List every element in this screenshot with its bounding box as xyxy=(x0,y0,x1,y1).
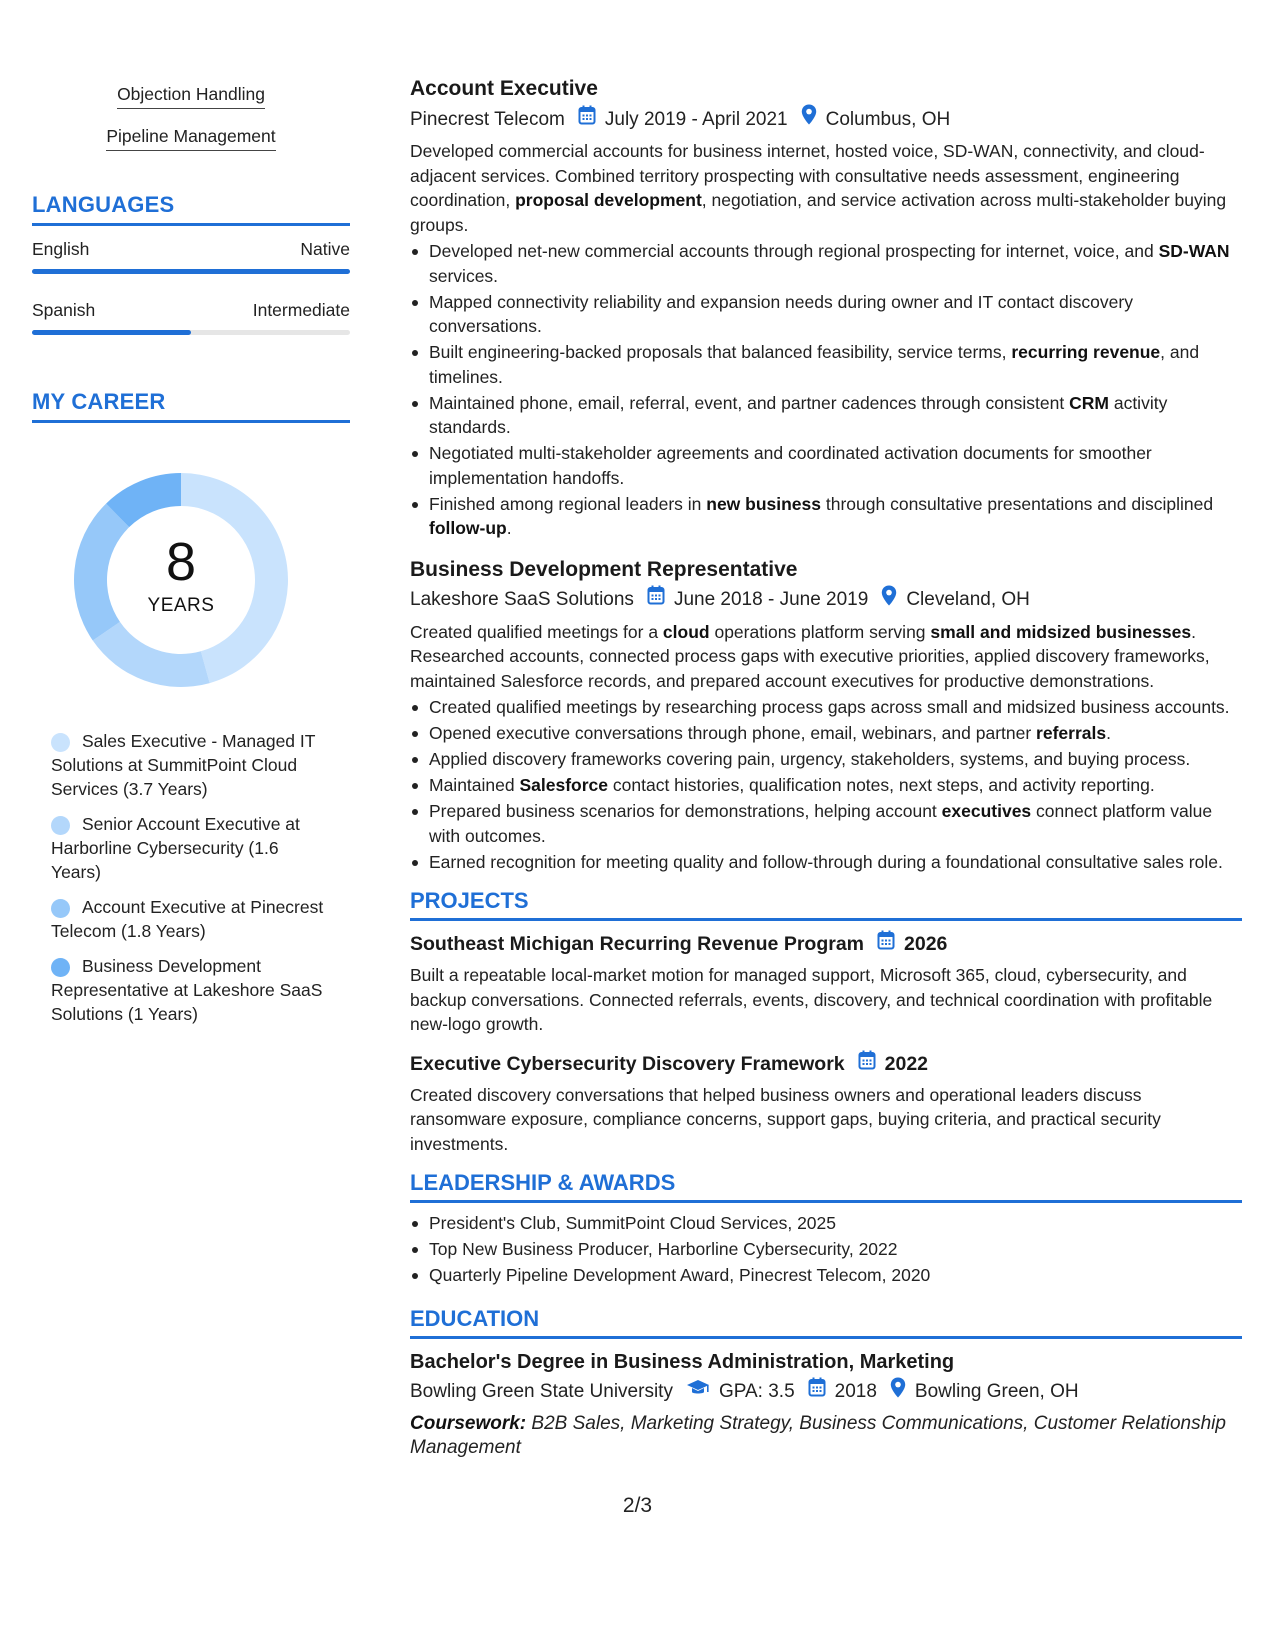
map-pin-icon xyxy=(881,585,897,616)
bold-text: follow-up xyxy=(429,518,507,538)
text-run: contact histories, qualification notes, next steps, and activity reporting. xyxy=(608,775,1155,795)
job-bullet xyxy=(410,799,1242,848)
text-run: Maintained xyxy=(429,775,520,795)
education-entry xyxy=(410,1347,1242,1460)
map-pin-icon xyxy=(890,1377,906,1408)
project-description: Created discovery conversations that helped business owners and operational leaders discuss ransomware exposure, compliance concerns, support gaps, buying criteria, and practical security investments. xyxy=(410,1084,1161,1154)
text-run: Maintained phone, email, referral, event, and partner cadences through consistent xyxy=(429,392,1070,413)
project-title-row xyxy=(410,929,1242,959)
text-run: Applied discovery frameworks covering pain, urgency, stakeholders, systems, and buying process. xyxy=(429,749,1191,769)
job-bullet xyxy=(410,239,1242,288)
company-name: Pinecrest Telecom xyxy=(410,108,565,130)
bold-text: recurring revenue xyxy=(1011,342,1161,362)
award-item: Top New Business Producer, Harborline Cybersecurity, 2022 xyxy=(410,1237,1242,1262)
job-title: Account Executive xyxy=(410,77,598,100)
languages-section xyxy=(32,192,350,335)
project-entry xyxy=(410,929,1242,1037)
career-legend xyxy=(32,729,350,1026)
text-run: Mapped connectivity reliability and expansion needs during owner and IT contact discovery conversations. xyxy=(429,291,1133,336)
job-bullets xyxy=(410,239,1242,541)
award-item: President's Club, SummitPoint Cloud Services, 2025 xyxy=(410,1211,1242,1236)
text-run: . xyxy=(1106,723,1111,743)
awards-list xyxy=(410,1211,1242,1288)
school-name: Bowling Green State University xyxy=(410,1381,673,1402)
job-bullet xyxy=(410,441,1242,490)
career-legend-dot xyxy=(51,816,70,835)
job-bullet xyxy=(410,340,1242,389)
bold-text: CRM xyxy=(1069,392,1109,413)
school-location: Bowling Green, OH xyxy=(914,1381,1079,1402)
calendar-icon xyxy=(877,929,895,959)
text-run: through consultative presentations and disciplined xyxy=(821,493,1214,514)
gpa: GPA: 3.5 xyxy=(718,1381,795,1402)
language-name: Spanish xyxy=(32,300,96,320)
project-title-row xyxy=(410,1049,1242,1079)
skill-item: Objection Handling xyxy=(117,84,265,109)
project-title: Southeast Michigan Recurring Revenue Program xyxy=(410,933,865,955)
education-meta xyxy=(410,1377,1242,1408)
project-entry xyxy=(410,1049,1242,1157)
project-description: Built a repeatable local-market motion for managed support, Microsoft 365, cloud, cybersecurity, and backup conversations. Connected referrals, events, discovery, and technical coordination with profitable new-logo growth. xyxy=(410,965,1213,1034)
career-legend-label: Sales Executive - Managed IT Solutions at SummitPoint Cloud Services (3.7 Years) xyxy=(51,731,316,799)
job-bullet xyxy=(410,850,1242,875)
awards-heading: LEADERSHIP & AWARDS xyxy=(410,1170,1242,1203)
job-bullet xyxy=(410,747,1242,772)
bold-text: referrals xyxy=(1036,723,1107,743)
text-run: Developed net-new commercial accounts through regional prospecting for internet, voice, and xyxy=(429,241,1159,261)
career-legend-label: Senior Account Executive at Harborline Cybersecurity (1.6 Years) xyxy=(51,814,300,882)
career-legend-item xyxy=(51,895,350,943)
bold-text: Salesforce xyxy=(519,775,609,795)
career-total-unit: YEARS xyxy=(147,595,215,616)
map-pin-icon xyxy=(801,104,817,135)
language-entry xyxy=(32,300,350,335)
text-run: Created qualified meetings for a xyxy=(410,621,663,642)
text-run: activity standards. xyxy=(429,392,1168,437)
career-heading: MY CAREER xyxy=(32,389,350,423)
language-proficiency-fill xyxy=(32,330,191,335)
job-bullet xyxy=(410,492,1242,541)
coursework-label: Coursework: xyxy=(410,1412,527,1434)
project-title: Executive Cybersecurity Discovery Framework xyxy=(410,1052,845,1075)
text-run: Developed commercial accounts for business internet, hosted voice, SD-WAN, connectivity, and cloud-adjacent services. Combined territory prospecting with consultative needs assessment, engineering coordination, xyxy=(410,141,1205,210)
job-location: Cleveland, OH xyxy=(906,589,1030,610)
education-heading: EDUCATION xyxy=(410,1306,1242,1339)
coursework xyxy=(410,1412,1242,1460)
job-meta xyxy=(410,585,1242,616)
language-proficiency-bar xyxy=(32,269,350,274)
career-legend-dot xyxy=(51,733,70,752)
text-run: Negotiated multi-stakeholder agreements and coordinated activation documents for smoother implementation handoffs. xyxy=(429,443,1152,488)
project-year: 2026 xyxy=(904,933,948,955)
projects-heading: PROJECTS xyxy=(410,888,1242,921)
job-title: Business Development Representative xyxy=(410,557,798,581)
career-donut-chart xyxy=(66,465,296,695)
experience-entry xyxy=(410,74,1242,541)
main-content xyxy=(410,74,1242,1460)
job-bullet xyxy=(410,391,1242,440)
career-section xyxy=(32,389,350,1026)
language-proficiency-fill xyxy=(32,269,350,274)
donut-slice-2 xyxy=(93,622,210,687)
job-location: Columbus, OH xyxy=(825,108,951,130)
career-total-years: 8 xyxy=(165,532,197,592)
projects-section xyxy=(410,929,1242,1156)
experience-entry xyxy=(410,555,1242,875)
calendar-icon xyxy=(647,585,665,615)
skill-item: Pipeline Management xyxy=(106,126,275,151)
text-run: services. xyxy=(429,265,499,286)
job-summary xyxy=(410,139,1242,237)
graduation-year: 2018 xyxy=(834,1381,877,1402)
skill-list xyxy=(32,84,350,168)
job-bullets xyxy=(410,695,1242,874)
bold-text: small and midsized businesses xyxy=(930,621,1192,642)
text-run: Prepared business scenarios for demonstrations, helping account xyxy=(429,801,942,821)
text-run: connect platform value with outcomes. xyxy=(429,801,1213,846)
career-legend-dot xyxy=(51,899,70,918)
language-row xyxy=(32,300,350,321)
languages-heading: LANGUAGES xyxy=(32,192,350,226)
text-run: Opened executive conversations through phone, email, webinars, and partner xyxy=(429,723,1037,743)
job-dates: July 2019 - April 2021 xyxy=(604,108,788,130)
language-entry xyxy=(32,239,350,274)
bold-text: SD-WAN xyxy=(1158,241,1230,261)
job-dates: June 2018 - June 2019 xyxy=(673,589,869,610)
degree-title: Bachelor's Degree in Business Administration, Marketing xyxy=(410,1350,955,1373)
language-level: Native xyxy=(300,239,350,259)
career-legend-label: Business Development Representative at Lakeshore SaaS Solutions (1 Years) xyxy=(51,956,323,1024)
experience-section xyxy=(410,74,1242,874)
job-bullet xyxy=(410,773,1242,798)
page-number: 2/3 xyxy=(622,1494,653,1517)
language-proficiency-bar xyxy=(32,330,350,335)
calendar-icon xyxy=(858,1049,876,1079)
calendar-icon xyxy=(808,1377,826,1407)
text-run: operations platform serving xyxy=(709,621,931,642)
career-legend-item xyxy=(51,954,350,1026)
award-item: Quarterly Pipeline Development Award, Pinecrest Telecom, 2020 xyxy=(410,1263,1242,1288)
text-run: Earned recognition for meeting quality and follow-through during a foundational consultative sales role. xyxy=(429,851,1223,872)
project-year: 2022 xyxy=(884,1052,929,1075)
graduation-cap-icon xyxy=(686,1377,710,1407)
bold-text: proposal development xyxy=(515,190,702,210)
text-run: . xyxy=(506,518,512,538)
language-row xyxy=(32,239,350,260)
company-name: Lakeshore SaaS Solutions xyxy=(410,589,634,610)
text-run: , negotiation, and service activation across multi-stakeholder buying groups. xyxy=(410,190,1227,235)
job-meta xyxy=(410,104,1242,135)
career-legend-dot xyxy=(51,958,70,977)
sidebar xyxy=(32,84,350,1037)
bold-text: executives xyxy=(941,801,1032,821)
language-level: Intermediate xyxy=(252,300,350,320)
career-legend-item xyxy=(51,729,350,801)
text-run: Created qualified meetings by researching process gaps across small and midsized business accounts. xyxy=(429,697,1230,717)
bold-text: new business xyxy=(706,493,822,514)
text-run: , and timelines. xyxy=(429,342,1200,387)
job-bullet xyxy=(410,721,1242,746)
text-run: Finished among regional leaders in xyxy=(429,493,707,514)
job-summary xyxy=(410,620,1242,694)
text-run: . Researched accounts, connected process gaps with executive priorities, applied discovery frameworks, maintained Salesforce records, and prepared account executives for productive demonstrations. xyxy=(410,621,1210,691)
language-name: English xyxy=(32,239,90,259)
bold-text: cloud xyxy=(662,621,710,642)
job-bullet xyxy=(410,695,1242,720)
coursework-text: B2B Sales, Marketing Strategy, Business Communications, Customer Relationship Management xyxy=(410,1412,1226,1458)
career-legend-label: Account Executive at Pinecrest Telecom (1.8 Years) xyxy=(51,897,324,941)
career-legend-item xyxy=(51,812,350,884)
text-run: Built engineering-backed proposals that balanced feasibility, service terms, xyxy=(429,342,1012,362)
job-bullet xyxy=(410,290,1242,339)
calendar-icon xyxy=(578,105,596,135)
